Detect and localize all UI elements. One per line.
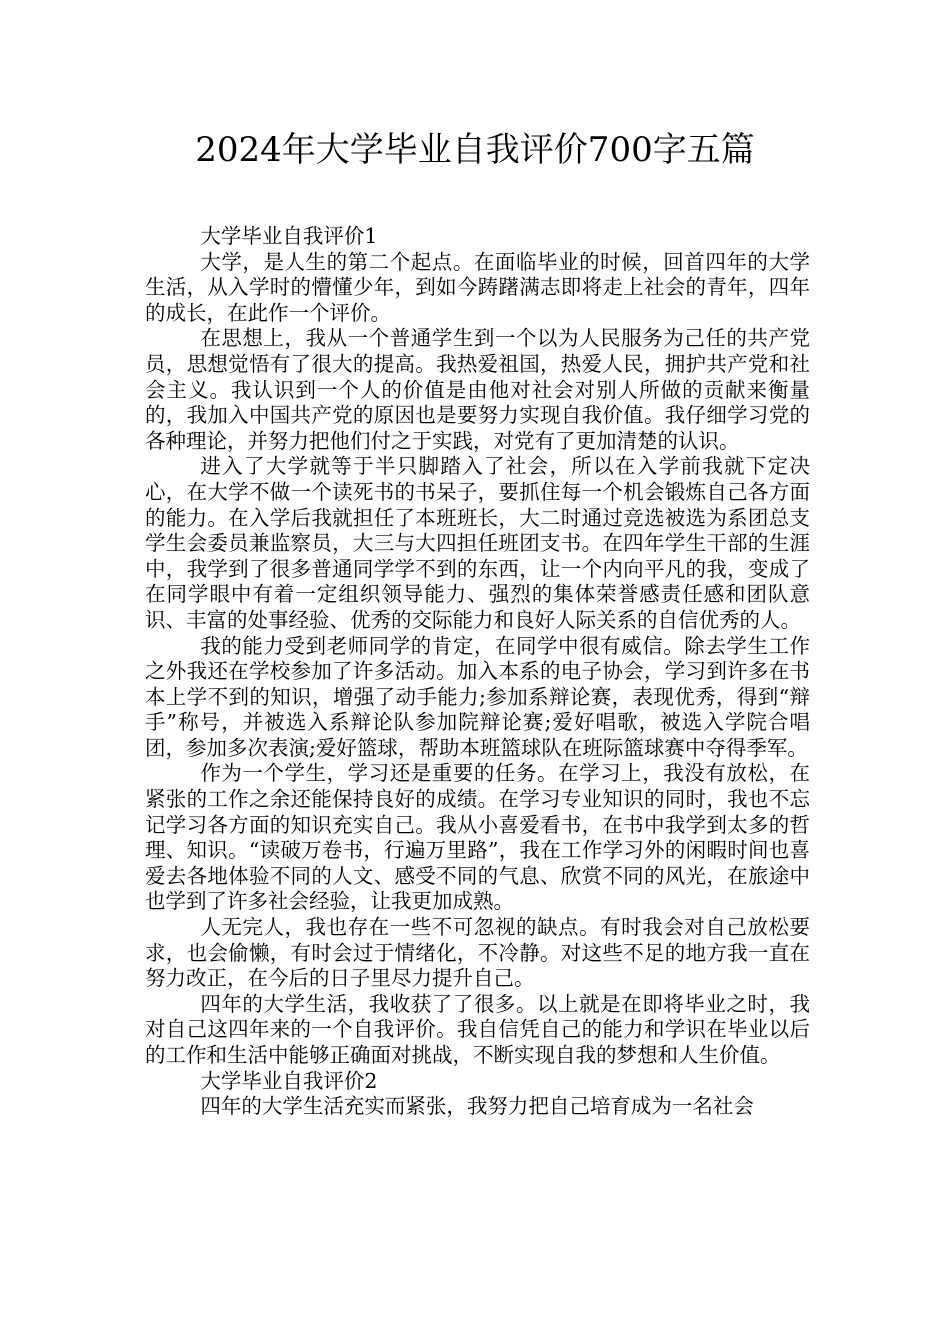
paragraph: 进入了大学就等于半只脚踏入了社会，所以在入学前我就下定决心，在大学不做一个读死书的书呆子，要抓住每一个机会锻炼自己各方面的能力。在入学后我就担任了本班班长，大二时通过竞选被选为系团总支学生会委员兼监察员，大三与大四担任班团支书。在四年学生干部的生涯中，我学到了很多普通同学学不到的东西，让一个内向平凡的我，变成了在同学眼中有着一定组织领导能力、强烈的集体荣誉感责任感和团队意识、丰富的处事经验、优秀的交际能力和良好人际关系的自信优秀的人。 bbox=[145, 454, 810, 632]
paragraph: 作为一个学生，学习还是重要的任务。在学习上，我没有放松，在紧张的工作之余还能保持良好的成绩。在学习专业知识的同时，我也不忘记学习各方面的知识充实自己。我从小喜爱看书，在书中我学到太多的哲理、知识。“读破万卷书，行遍万里路”，我在工作学习外的闲暇时间也喜爱去各地体验不同的人文、感受不同的气息、欣赏不同的风光，在旅途中也学到了许多社会经验，让我更加成熟。 bbox=[145, 761, 810, 914]
paragraph: 在思想上，我从一个普通学生到一个以为人民服务为己任的共产党员，思想觉悟有了很大的提高。我热爱祖国，热爱人民，拥护共产党和社会主义。我认识到一个人的价值是由他对社会对别人所做的贡献来衡量的，我加入中国共产党的原因也是要努力实现自我价值。我仔细学习党的各种理论，并努力把他们付之于实践，对党有了更加清楚的认识。 bbox=[145, 326, 810, 453]
paragraph: 四年的大学生活，我收获了了很多。以上就是在即将毕业之时，我对自己这四年来的一个自我评价。我自信凭自己的能力和学识在毕业以后的工作和生活中能够正确面对挑战，不断实现自我的梦想和人生价值。 bbox=[145, 991, 810, 1067]
document-title: 2024年大学毕业自我评价700字五篇 bbox=[195, 130, 755, 170]
paragraph: 大学，是人生的第二个起点。在面临毕业的时候，回首四年的大学生活，从入学时的懵懂少年，到如今踌躇满志即将走上社会的青年，四年的成长，在此作一个评价。 bbox=[145, 249, 810, 325]
paragraph: 四年的大学生活充实而紧张，我努力把自己培育成为一名社会 bbox=[200, 1094, 754, 1119]
document-body bbox=[145, 224, 810, 1120]
section-heading: 大学毕业自我评价2 bbox=[200, 1068, 378, 1093]
paragraph: 人无完人，我也存在一些不可忽视的缺点。有时我会对自己放松要求，也会偷懒，有时会过于情绪化，不冷静。对这些不足的地方我一直在努力改正，在今后的日子里尽力提升自己。 bbox=[145, 915, 810, 991]
section-heading: 大学毕业自我评价1 bbox=[200, 224, 378, 248]
paragraph: 我的能力受到老师同学的肯定，在同学中很有威信。除去学生工作之外我还在学校参加了许多活动。加入本系的电子协会，学习到许多在书本上学不到的知识，增强了动手能力;参加系辩论赛，表现优秀，得到“辩手”称号，并被选入系辩论队参加院辩论赛;爱好唱歌，被选入学院合唱团，参加多次表演;爱好篮球，帮助本班篮球队在班际篮球赛中夺得季军。 bbox=[145, 633, 810, 760]
